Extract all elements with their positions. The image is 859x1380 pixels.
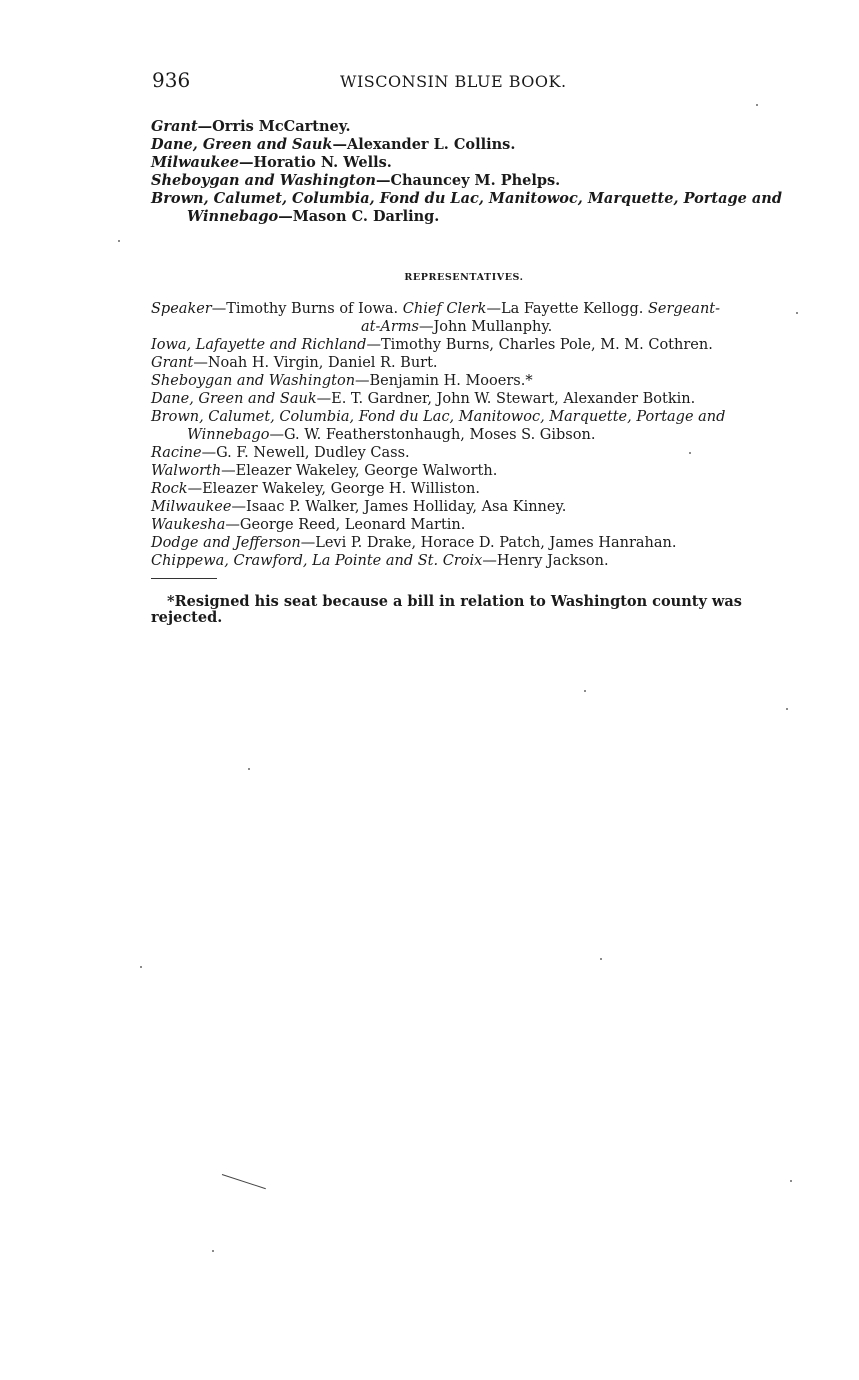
district-name: Dane, Green and Sauk: [151, 136, 333, 153]
district-name: Speaker: [151, 301, 212, 317]
member-names: —Timothy Burns, Charles Pole, M. M. Cothren.: [366, 337, 713, 353]
district-name: Winnebago: [187, 208, 279, 225]
district-name: Milwaukee: [151, 154, 239, 171]
district-name: Grant: [151, 355, 194, 371]
member-names: —Levi P. Drake, Horace D. Patch, James Hanrahan.: [300, 535, 677, 551]
entry-line: [151, 354, 777, 372]
member-names: —Horatio N. Wells.: [238, 154, 392, 171]
district-name: Walworth: [151, 463, 222, 479]
entry-line: [151, 336, 777, 354]
member-names: —George Reed, Leonard Martin.: [225, 517, 466, 533]
entry-line: [151, 190, 782, 208]
district-name: Waukesha: [151, 517, 226, 533]
member-names: —E. T. Gardner, John W. Stewart, Alexander Botkin.: [316, 391, 696, 407]
member-names: —Timothy Burns of Iowa.: [211, 301, 403, 317]
member-names: —John Mullanphy.: [418, 319, 553, 335]
district-name: Dane, Green and Sauk: [151, 391, 317, 407]
district-name: at-Arms: [361, 319, 419, 335]
footnote-rule: [151, 578, 217, 579]
entry-line: [151, 372, 777, 390]
member-names: —G. W. Featherstonhaugh, Moses S. Gibson.: [269, 427, 596, 443]
entry-line: [151, 154, 777, 172]
entry-line: [151, 534, 777, 552]
entry-line: [151, 136, 777, 154]
district-name: Winnebago: [187, 427, 270, 443]
entry-line: [151, 208, 777, 226]
district-name: Rock: [151, 481, 188, 497]
paper-speck: [756, 104, 758, 106]
representatives-list: [151, 300, 777, 570]
member-names: —G. F. Newell, Dudley Cass.: [201, 445, 410, 461]
district-name: Sergeant-: [647, 301, 721, 317]
ink-mark: [222, 1174, 266, 1189]
senate-list: [151, 118, 782, 226]
district-name: Sheboygan and Washington: [151, 373, 356, 389]
member-names: —La Fayette Kellogg.: [486, 301, 648, 317]
district-name: Sheboygan and Washington: [151, 172, 376, 189]
entry-line: [151, 426, 777, 444]
entry-line: [151, 390, 777, 408]
paper-speck: [248, 768, 250, 770]
district-name: Grant: [151, 118, 198, 135]
entry-line: [151, 318, 777, 336]
member-names: —Eleazer Wakeley, George H. Williston.: [187, 481, 480, 497]
district-name: Dodge and Jefferson: [151, 535, 301, 551]
member-names: —Alexander L. Collins.: [332, 136, 516, 153]
paper-speck: [790, 1180, 792, 1182]
entry-line: [151, 480, 777, 498]
paper-speck: [140, 966, 142, 968]
district-name: Iowa, Lafayette and Richland: [151, 337, 367, 353]
running-title: WISCONSIN BLUE BOOK.: [340, 72, 567, 91]
paper-speck: [689, 452, 691, 454]
district-name: Chief Clerk: [402, 301, 487, 317]
entry-line: [151, 118, 777, 136]
member-names: —Henry Jackson.: [482, 553, 609, 569]
member-names: —Benjamin H. Mooers.*: [355, 373, 533, 389]
member-names: —Orris McCartney.: [197, 118, 351, 135]
footnote: *Resigned his seat because a bill in relation to Washington county was rejected.: [151, 593, 742, 626]
entry-line: [151, 462, 777, 480]
entry-line: [151, 444, 777, 462]
district-name: Brown, Calumet, Columbia, Fond du Lac, Manitowoc, Marquette, Portage and: [151, 409, 726, 425]
district-name: Brown, Calumet, Columbia, Fond du Lac, Manitowoc, Marquette, Portage and: [151, 190, 782, 207]
entry-line: [151, 300, 777, 318]
entry-line: [151, 172, 777, 190]
district-name: Milwaukee: [151, 499, 232, 515]
entry-line: [151, 408, 777, 426]
paper-speck: [118, 240, 120, 242]
member-names: —Isaac P. Walker, James Holliday, Asa Kinney.: [231, 499, 567, 515]
member-names: —Chauncey M. Phelps.: [375, 172, 561, 189]
entry-line: [151, 516, 777, 534]
page-number: 936: [152, 68, 191, 92]
member-names: —Eleazer Wakeley, George Walworth.: [221, 463, 498, 479]
district-name: Chippewa, Crawford, La Pointe and St. Croix: [151, 553, 483, 569]
entry-line: [151, 498, 777, 516]
paper-speck: [212, 1250, 214, 1252]
member-names: —Noah H. Virgin, Daniel R. Burt.: [193, 355, 438, 371]
paper-speck: [600, 958, 602, 960]
paper-speck: [786, 708, 788, 710]
district-name: Racine: [151, 445, 202, 461]
page-header: [152, 68, 777, 96]
entry-line: [151, 552, 777, 570]
member-names: —Mason C. Darling.: [278, 208, 440, 225]
representatives-heading: REPRESENTATIVES.: [404, 272, 524, 283]
paper-speck: [796, 312, 798, 314]
paper-speck: [584, 690, 586, 692]
